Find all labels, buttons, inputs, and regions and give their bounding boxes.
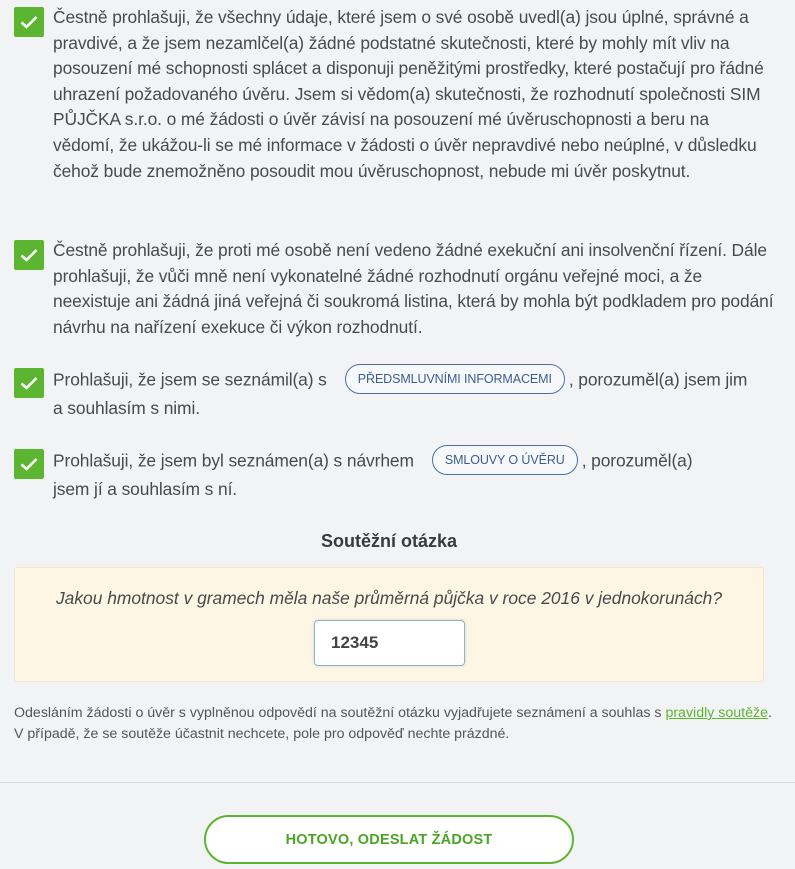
notice-text-after: . V případě, že se soutěže účastnit nechcete, pole pro odpověď nechte prázdné. [14, 705, 772, 742]
contract-text-after: , porozuměl(a) jsem jí a souhlasím s ní. [53, 450, 693, 499]
precontract-checkbox[interactable] [14, 368, 44, 398]
contract-text-before: Prohlašuji, že jsem byl seznámen(a) s návrhem [53, 450, 414, 471]
declaration-precontract-info [14, 366, 774, 422]
competition-notice [14, 703, 774, 745]
quiz-box [14, 567, 764, 682]
checkmark-icon [20, 15, 38, 29]
precontract-text [53, 366, 753, 422]
declaration-accuracy [14, 5, 774, 184]
quiz-question: Jakou hmotnost v gramech měla naše průměrná půjčka v roce 2016 v jednokorunách? [55, 588, 723, 608]
contract-text [53, 447, 733, 503]
precontract-text-before: Prohlašuji, že jsem se seznámil(a) s [53, 369, 327, 390]
precontract-info-link[interactable]: PŘEDSMLUVNÍMI INFORMACEMI [345, 364, 565, 394]
checkmark-icon [20, 248, 38, 262]
loan-contract-link[interactable]: SMLOUVY O ÚVĚRU [432, 445, 578, 475]
quiz-title: Soutěžní otázka [320, 531, 458, 551]
declaration-no-execution [14, 238, 784, 340]
notice-text-before: Odesláním žádosti o úvěr s vyplněnou odpovědí na soutěžní otázku vyjadřujete seznámení a souhlas s [14, 705, 666, 721]
precontract-text-after: , porozuměl(a) jsem jim a souhlasím s nimi. [53, 369, 748, 418]
accuracy-checkbox[interactable] [14, 7, 44, 37]
submit-application-button[interactable]: HOTOVO, ODESLAT ŽÁDOST [204, 815, 574, 864]
checkmark-icon [20, 457, 38, 471]
no-execution-text: Čestně prohlašuji, že proti mé osobě není vedeno žádné exekuční ani insolvenční řízení. Dále prohlašuji, že vůči mně není vykonatelné žádné rozhodnutí orgánu veřejné moci, a že neexistuje ani žádná jiná veřejná či soukromá listina, která by mohla být podkladem pro podání návrhu na nařízení exekuce či výkon rozhodnutí. [53, 240, 774, 337]
competition-rules-link[interactable]: pravidly soutěže [665, 705, 768, 721]
contract-checkbox[interactable] [14, 449, 44, 479]
quiz-answer-input[interactable] [314, 620, 465, 666]
divider [0, 782, 795, 783]
no-execution-checkbox[interactable] [14, 240, 44, 270]
checkmark-icon [20, 376, 38, 390]
accuracy-text: Čestně prohlašuji, že všechny údaje, které jsem o své osobě uvedl(a) jsou úplné, správné a pravdivé, a že jsem nezamlčel(a) žádné podstatné skutečnosti, které by mohly mít vliv na posouzení mé schopnosti splácet a disponuji peněžitými prostředky, které postačují pro řádné uhrazení požadovaného úvěru. Jsem si vědom(a) skutečnosti, že rozhodnutí společnosti SIM PŮJČKA s.r.o. o mé žádosti o úvěr závisí na posouzení mé úvěruschopnosti a beru na vědomí, že ukážou-li se mé informace v žádosti o úvěr nepravdivé nebo neúplné, v důsledku čehož bude znemožněno posoudit mou úvěruschopnost, nebude mi úvěr poskytnut. [53, 7, 764, 181]
declaration-contract-draft [14, 447, 774, 503]
